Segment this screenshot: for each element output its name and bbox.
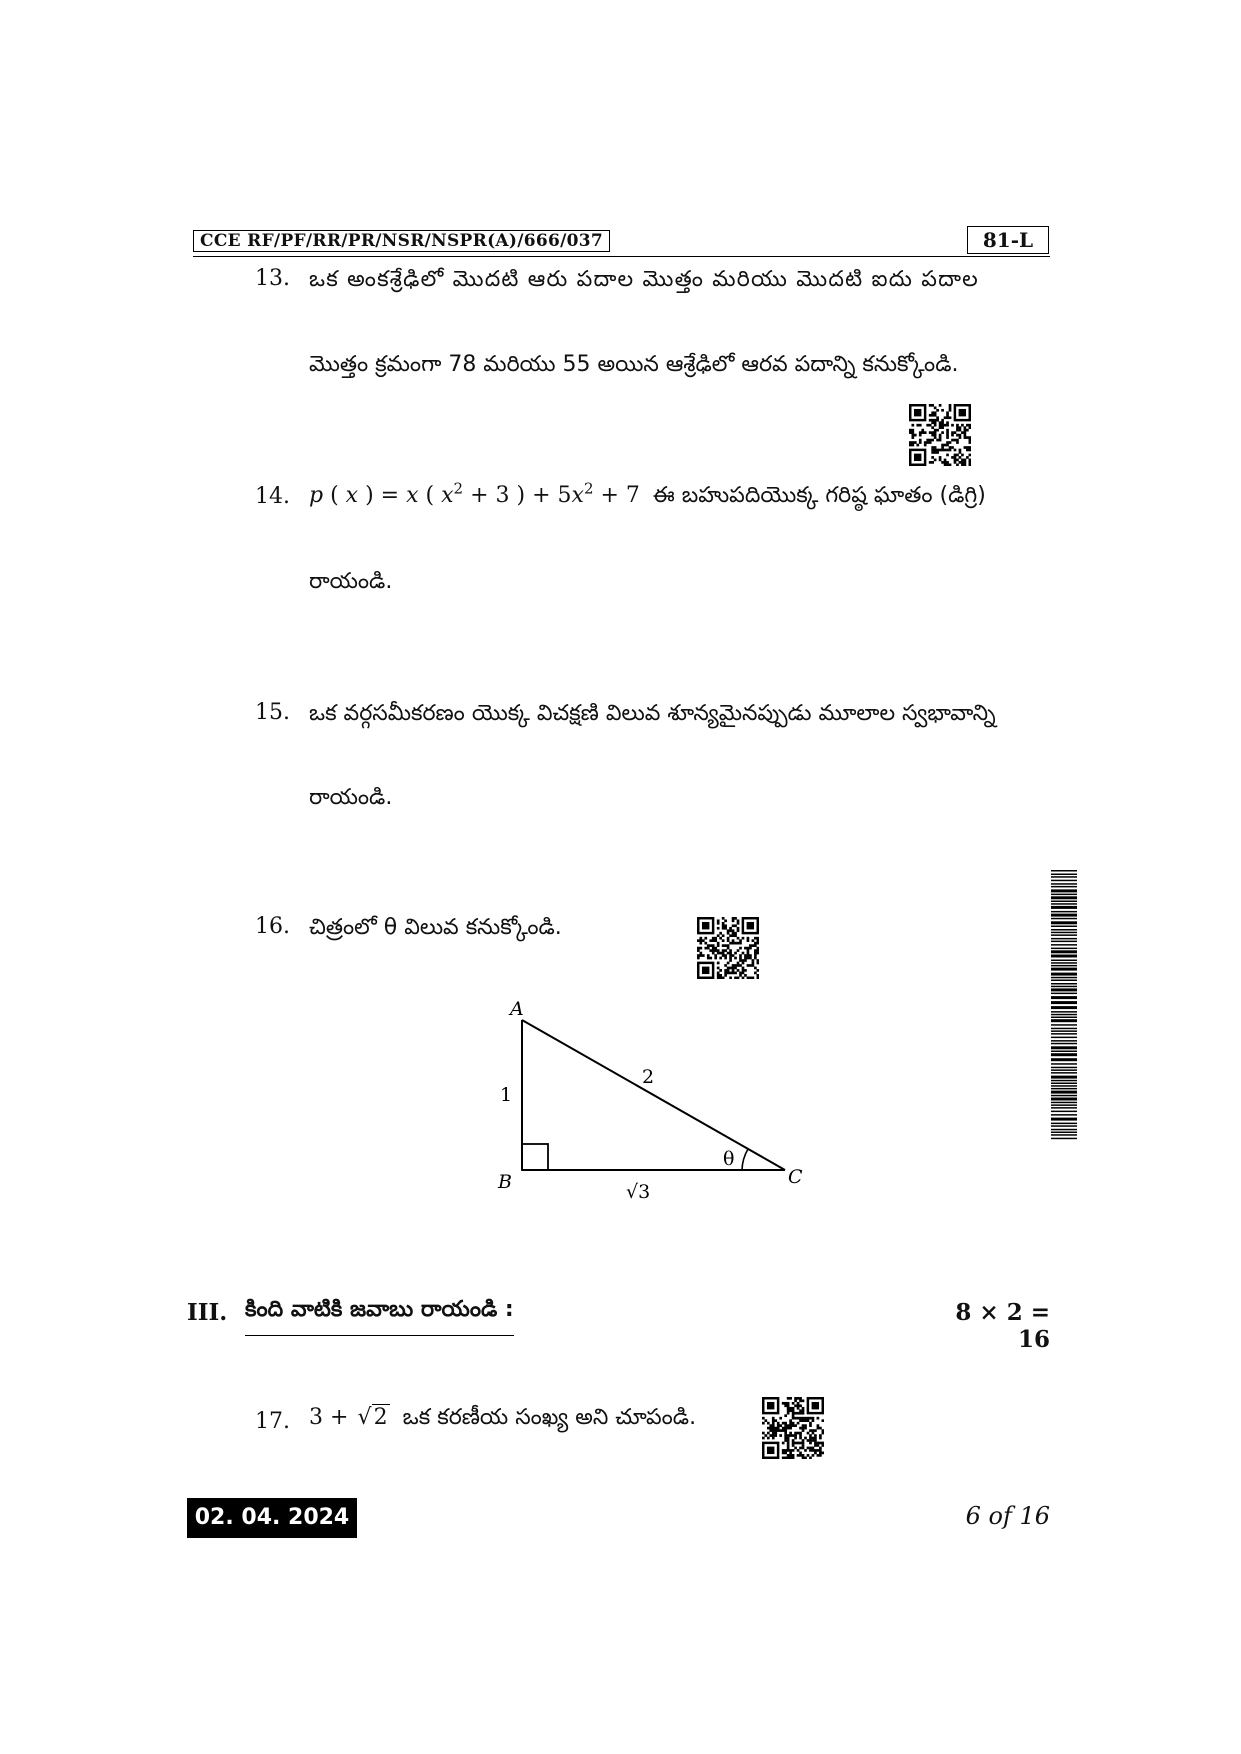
question-15-line1: ఒక వర్గసమీకరణం యొక్క విచక్షణి విలువ శూన్యమైనప్పుడు మూలాల స్వభావాన్ని	[309, 701, 996, 726]
math-term: + 5	[532, 483, 572, 509]
question-16-line1: చిత్రంలో θ విలువ కనుక్కోండి.	[309, 915, 562, 940]
side-label-ac: 2	[642, 1066, 655, 1088]
angle-arc	[742, 1149, 748, 1170]
math-term: 3 +	[309, 1405, 349, 1430]
sqrt-radicand: 2	[373, 1405, 388, 1430]
qr-code-q13	[909, 404, 971, 466]
section-number: III.	[187, 1299, 228, 1326]
question-13-line2: మొత్తం క్రమంగా 78 మరియు 55 అయిన ఆశ్రేఢిలో ఆరవ పదాన్ని కనుక్కోండి.	[309, 352, 959, 377]
question-13-number: 13.	[255, 266, 290, 291]
exam-date: 02. 04. 2024	[187, 1498, 357, 1538]
math-p: p	[309, 483, 324, 509]
math-term: + 3	[470, 483, 510, 509]
qr-code-q16	[697, 917, 759, 979]
vertex-label-b: B	[498, 1171, 512, 1193]
question-14-line1	[309, 480, 1069, 510]
question-15-line2: రాయండి.	[309, 785, 393, 810]
page-number: 6 of 16	[965, 1502, 1050, 1530]
sqrt-expression: √2	[357, 1405, 388, 1430]
question-16-number: 16.	[255, 914, 290, 939]
barcode	[1051, 870, 1077, 1140]
qr-code-q17	[762, 1397, 824, 1459]
section-title: కింది వాటికి జవాబు రాయండి :	[245, 1297, 514, 1336]
question-15-number: 15.	[255, 700, 290, 725]
math-x: x	[571, 483, 584, 509]
right-angle-marker	[522, 1144, 548, 1170]
question-13-line1: ఒక అంకశ్రేఢిలో మొదటి ఆరు పదాల మొత్తం మరియు మొదటి ఐదు పదాల	[309, 267, 979, 292]
paper-code: 81-L	[967, 226, 1049, 254]
angle-label-theta: θ	[723, 1148, 735, 1170]
polynomial-expression: p ( x ) = x ( $x^2 + 3$ ) + $5x^2 + 7$	[309, 480, 640, 509]
vertex-label-a: A	[510, 998, 524, 1020]
question-17-line	[309, 1404, 696, 1432]
question-17-number: 17.	[255, 1409, 290, 1434]
math-exponent: 2	[583, 480, 594, 498]
vertex-label-c: C	[788, 1166, 803, 1188]
question-14-number: 14.	[255, 484, 290, 509]
math-x: x	[345, 483, 359, 509]
math-x: x	[406, 483, 419, 509]
side-ac	[522, 1020, 785, 1170]
side-label-bc: √3	[626, 1181, 651, 1203]
math-term: + 7	[600, 483, 640, 509]
triangle-figure	[480, 990, 820, 1205]
question-14-line2: రాయండి.	[309, 569, 393, 594]
exam-code: CCE RF/PF/RR/PR/NSR/NSPR(A)/666/037	[193, 230, 610, 252]
header-rule	[193, 256, 1050, 257]
math-x: x	[441, 483, 454, 509]
section-marks: 8 × 2 = 16	[955, 1299, 1050, 1353]
side-label-ab: 1	[500, 1084, 513, 1106]
question-17-text: ఒక కరణీయ సంఖ్య అని చూపండి.	[402, 1405, 697, 1430]
question-14-text: ఈ బహుపదియొక్క గరిష్ఠ ఘాతం (డిగ్రి)	[652, 483, 986, 509]
math-exponent: 2	[453, 480, 464, 498]
